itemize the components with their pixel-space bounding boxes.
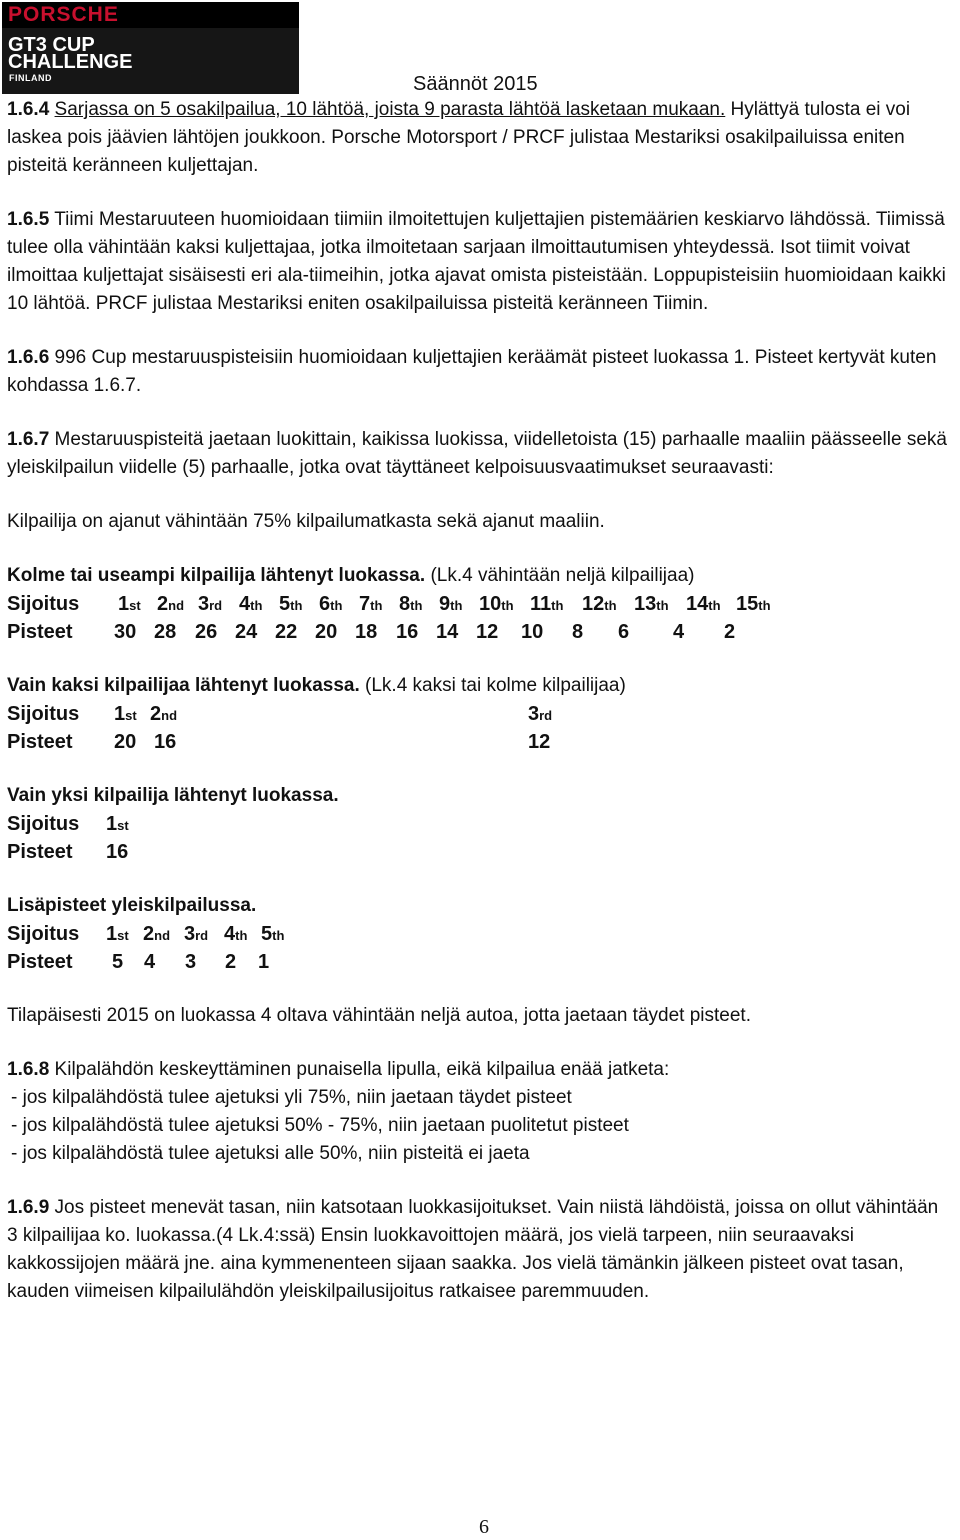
list-item: - jos kilpalähdöstä tulee ajetuksi 50% - 75%, niin jaetaan puolitetut pisteet — [11, 1115, 629, 1136]
points-row — [7, 728, 952, 756]
points-cell: 12 — [476, 621, 499, 643]
points-cell: 18 — [355, 621, 378, 643]
points-cell: 2 — [225, 951, 237, 973]
position-cell: 7th — [359, 593, 383, 615]
points-label: Pisteet — [7, 951, 73, 973]
position-label: Sijoitus — [7, 813, 80, 835]
rules-content — [7, 96, 952, 1306]
logo-line-2: CHALLENGE — [8, 51, 133, 73]
porsche-gt3-cup-logo — [2, 2, 299, 94]
points-cell: 12 — [528, 731, 551, 753]
points-cell: 16 — [154, 731, 177, 753]
section-text: Tiimi Mestaruuteen huomioidaan tiimiin ilmoitettujen kuljettajien pistemäärien keskiarvo lähdössä. Tiimissä tulee olla vähintään kaksi kuljettajaa, jotka ilmoitetaan sarjaan ilmoittautumisen yhteydessä. Isot tiimit voivat ilmoittaa kuljettajat sisäisesti eri ala-tiimeihin, jotka ajavat omista pisteistään. Loppupisteisiin huomioidaan kaikki 10 lähtöä. PRCF julistaa Mestariksi eniten osakilpailuissa pisteitä keränneen Tiimin. — [7, 209, 946, 314]
logo-line-1: GT3 CUP — [8, 34, 95, 56]
section-text: Jos pisteet menevät tasan, niin katsotaan luokkasijoitukset. Vain niistä lähdöistä, joissa on ollut vähintään 3 kilpailijaa ko. luokassa.(4 Lk.4:ssä) Ensin luokkavoittojen määrä, jos vielä tarpeen, niin seuraavaksi kakkossijojen määrä jne. aina kymmenenteen sijaan saakka. Jos vielä tämänkin jälkeen pisteet ovat tasan, kauden viimeisen kilpailulähdön yleiskilpailusijoitus ratkaisee paremmuuden. — [7, 1197, 939, 1302]
points-row — [7, 838, 952, 866]
section-number: 1.6.9 — [7, 1197, 50, 1218]
points-cell: 14 — [436, 621, 459, 643]
position-cell: 10th — [479, 593, 514, 615]
list-item: - jos kilpalähdöstä tulee ajetuksi yli 75%, niin jaetaan täydet pisteet — [11, 1087, 572, 1108]
section-text: Mestaruuspisteitä jaetaan luokittain, kaikissa luokissa, viidelletoista (15) parhaalle maaliin päässeelle sekä yleiskilpailun viidelle (5) parhaalle, jotka ovat täyttäneet kelpoisuusvaatimukset seuraavasti: — [7, 429, 947, 478]
points-table-heading: Lisäpisteet yleiskilpailussa. — [7, 895, 257, 916]
section-1-6-5 — [7, 206, 952, 318]
points-cell: 20 — [114, 731, 137, 753]
points-cell: 4 — [673, 621, 685, 643]
points-cell: 28 — [154, 621, 177, 643]
position-label: Sijoitus — [7, 923, 80, 945]
position-cell: 1st — [106, 923, 129, 945]
section-text-underlined: Sarjassa on 5 osakilpailua, 10 lähtöä, joista 9 parasta lähtöä lasketaan mukaan. — [54, 99, 726, 120]
points-cell: 3 — [185, 951, 197, 973]
section-number: 1.6.6 — [7, 347, 50, 368]
points-cell: 24 — [235, 621, 258, 643]
section-text: Hylättyä tulosta ei voi laskea pois jäävien lähtöjen joukkoon. Porsche Motorsport / PRCF julistaa Mestariksi osakilpailuissa eniten pisteitä keränneen kuljettajan. — [7, 99, 911, 176]
points-table-heading: Kolme tai useampi kilpailija lähtenyt luokassa. (Lk.4 vähintään neljä kilpailijaa) — [7, 565, 695, 586]
section-number: 1.6.5 — [7, 209, 50, 230]
position-cell: 8th — [399, 593, 423, 615]
position-row — [7, 700, 952, 728]
position-cell: 5th — [261, 923, 285, 945]
position-label: Sijoitus — [7, 593, 80, 615]
position-cell: 4th — [239, 593, 263, 615]
position-cell: 2nd — [143, 923, 171, 945]
temporary-note: Tilapäisesti 2015 on luokassa 4 oltava vähintään neljä autoa, jotta jaetaan täydet pisteet. — [7, 1005, 751, 1026]
section-1-6-6 — [7, 344, 952, 400]
points-cell: 1 — [258, 951, 270, 973]
position-cell: 5th — [279, 593, 303, 615]
section-1-6-7 — [7, 426, 952, 482]
position-cell: 1st — [118, 593, 141, 615]
points-cell: 22 — [275, 621, 298, 643]
points-cell: 5 — [112, 951, 124, 973]
points-cell: 30 — [114, 621, 137, 643]
points-cell: 2 — [724, 621, 736, 643]
position-cell: 4th — [224, 923, 248, 945]
position-cell: 2nd — [150, 703, 178, 725]
points-cell: 4 — [144, 951, 156, 973]
section-text: Kilpalähdön keskeyttäminen punaisella lipulla, eikä kilpailua enää jatketa: — [54, 1059, 670, 1080]
section-number: 1.6.7 — [7, 429, 50, 450]
points-row — [7, 948, 952, 976]
section-number: 1.6.8 — [7, 1059, 50, 1080]
position-cell: 6th — [319, 593, 343, 615]
position-cell: 1st — [114, 703, 137, 725]
position-cell: 3rd — [528, 703, 553, 725]
position-row — [7, 590, 952, 618]
position-row — [7, 920, 952, 948]
position-cell: 9th — [439, 593, 463, 615]
section-1-6-9 — [7, 1194, 952, 1306]
position-label: Sijoitus — [7, 703, 80, 725]
header-title: Säännöt 2015 — [413, 73, 538, 95]
points-cell: 20 — [315, 621, 338, 643]
position-cell: 14th — [686, 593, 721, 615]
points-cell: 6 — [618, 621, 630, 643]
section-1-6-4 — [7, 96, 952, 180]
position-cell: 11th — [530, 593, 564, 615]
points-cell: 8 — [572, 621, 584, 643]
position-cell: 13th — [634, 593, 669, 615]
points-label: Pisteet — [7, 731, 73, 753]
page-number: 6 — [479, 1516, 489, 1538]
position-cell: 12th — [582, 593, 617, 615]
section-text: 996 Cup mestaruuspisteisiin huomioidaan kuljettajien keräämät pisteet luokassa 1. Pisteet kertyvät kuten kohdassa 1.6.7. — [7, 347, 937, 396]
points-label: Pisteet — [7, 621, 73, 643]
position-cell: 3rd — [198, 593, 223, 615]
position-cell: 2nd — [157, 593, 185, 615]
logo-line-3: FINLAND — [9, 73, 52, 83]
points-cell: 10 — [521, 621, 544, 643]
position-row — [7, 810, 952, 838]
points-table-heading: Vain kaksi kilpailijaa lähtenyt luokassa. (Lk.4 kaksi tai kolme kilpailijaa) — [7, 675, 626, 696]
points-cell: 16 — [106, 841, 129, 863]
section-number: 1.6.4 — [7, 99, 50, 120]
points-table-heading: Vain yksi kilpailija lähtenyt luokassa. — [7, 785, 339, 806]
logo-brand: PORSCHE — [8, 3, 119, 26]
position-cell: 1st — [106, 813, 129, 835]
section-1-6-8 — [7, 1056, 952, 1084]
position-cell: 15th — [736, 593, 771, 615]
position-cell: 3rd — [184, 923, 209, 945]
eligibility-text: Kilpailija on ajanut vähintään 75% kilpailumatkasta sekä ajanut maaliin. — [7, 511, 605, 532]
points-row — [7, 618, 952, 646]
points-cell: 16 — [396, 621, 419, 643]
points-label: Pisteet — [7, 841, 73, 863]
points-cell: 26 — [195, 621, 218, 643]
list-item: - jos kilpalähdöstä tulee ajetuksi alle 50%, niin pisteitä ei jaeta — [11, 1143, 530, 1164]
